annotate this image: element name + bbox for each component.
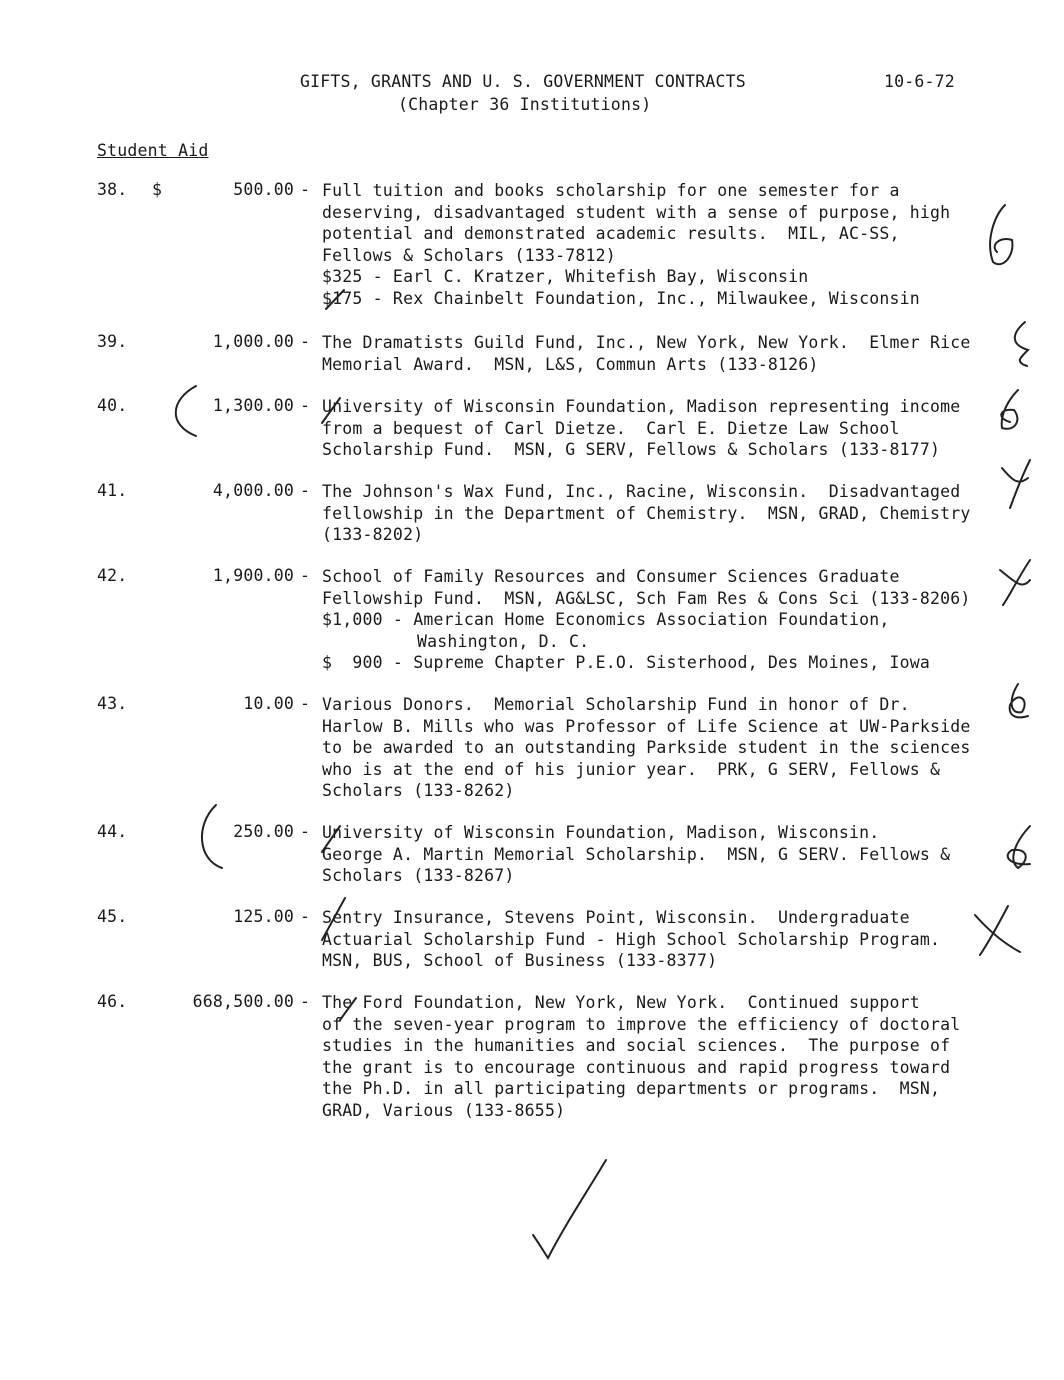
entry-dash: -: [300, 992, 311, 1011]
description-line: $175 - Rex Chainbelt Foundation, Inc., Milwaukee, Wisconsin: [322, 288, 920, 308]
entry-amount: 1,000.00: [212, 332, 294, 351]
entry-amount: 668,500.00: [192, 992, 294, 1011]
description-line: the grant is to encourage continuous and rapid progress toward: [322, 1057, 951, 1077]
page-date: 10-6-72: [884, 72, 955, 91]
entry-dash: -: [300, 566, 311, 585]
entry-dash: -: [300, 822, 311, 841]
description-line: $1,000 - American Home Economics Association Foundation,: [322, 610, 890, 630]
description-line: University of Wisconsin Foundation, Madison, Wisconsin.: [322, 823, 880, 842]
entry-number: 43.: [97, 694, 128, 713]
description-line: University of Wisconsin Foundation, Madison representing income: [322, 397, 961, 416]
description-line: School of Family Resources and Consumer Sciences Graduate: [322, 567, 900, 586]
entry-number: 46.: [97, 992, 128, 1011]
description-line: The Ford Foundation, New York, New York. Continued support: [322, 993, 920, 1012]
handwritten-mark-icon: [1001, 390, 1018, 429]
entry-number: 40.: [97, 396, 128, 415]
entry-number: 44.: [97, 822, 128, 841]
entry-number: 38.: [97, 180, 128, 199]
description-line: (133-8202): [322, 525, 424, 545]
handwritten-mark-icon: [975, 906, 1020, 955]
handwritten-mark-icon: [326, 290, 344, 309]
description-line: who is at the end of his junior year. PRK, G SERV, Fellows &: [322, 759, 941, 779]
entry-amount: 250.00: [233, 822, 294, 841]
checkmark-icon: [533, 1160, 606, 1258]
description-line: Actuarial Scholarship Fund - High School Scholarship Program.: [322, 929, 941, 949]
handwritten-mark-icon: [1015, 322, 1028, 366]
description-line: Washington, D. C.: [417, 631, 590, 651]
description-line: $325 - Earl C. Kratzer, Whitefish Bay, Wisconsin: [322, 267, 809, 287]
description-line: $ 900 - Supreme Chapter P.E.O. Sisterhood, Des Moines, Iowa: [322, 653, 931, 673]
description-line: potential and demonstrated academic results. MIL, AC-SS,: [322, 224, 900, 244]
description-line: George A. Martin Memorial Scholarship. MSN, G SERV. Fellows &: [322, 844, 951, 864]
description-line: the Ph.D. in all participating departments or programs. MSN,: [322, 1079, 941, 1099]
description-line: deserving, disadvantaged student with a sense of purpose, high: [322, 202, 951, 222]
entry-amount: 10.00: [243, 694, 294, 713]
description-line: fellowship in the Department of Chemistry. MSN, GRAD, Chemistry: [322, 503, 971, 523]
entry-dash: -: [300, 180, 311, 199]
description-line: Harlow B. Mills who was Professor of Life Science at UW-Parkside: [322, 716, 971, 736]
entry-dash: -: [300, 694, 311, 713]
description-line: Scholars (133-8262): [322, 781, 515, 801]
description-line: The Dramatists Guild Fund, Inc., New York, New York. Elmer Rice: [322, 333, 971, 352]
description-line: GRAD, Various (133-8655): [322, 1100, 566, 1120]
entry-number: 45.: [97, 907, 128, 926]
entry-amount: 1,300.00: [212, 396, 294, 415]
entry-dash: -: [300, 396, 311, 415]
entry-amount: 125.00: [233, 907, 294, 926]
description-line: Memorial Award. MSN, L&S, Commun Arts (133-8126): [322, 354, 819, 374]
entry-dash: -: [300, 332, 311, 351]
handwritten-mark-icon: [322, 398, 340, 423]
bracket-mark-icon: [176, 386, 196, 436]
handwritten-mark-icon: [322, 898, 345, 940]
page-subtitle: (Chapter 36 Institutions): [398, 95, 652, 114]
handwritten-mark-icon: [340, 998, 356, 1020]
entry-amount: 1,900.00: [212, 566, 294, 585]
handwritten-mark-icon: [1010, 684, 1028, 717]
entry-amount: 4,000.00: [212, 481, 294, 500]
description-line: Sentry Insurance, Stevens Point, Wisconsin. Undergraduate: [322, 908, 910, 927]
description-line: Scholarship Fund. MSN, G SERV, Fellows & Scholars (133-8177): [322, 440, 941, 460]
page-title: GIFTS, GRANTS AND U. S. GOVERNMENT CONTRACTS: [300, 72, 746, 91]
handwritten-mark-icon: [1008, 826, 1030, 868]
description-line: The Johnson's Wax Fund, Inc., Racine, Wisconsin. Disadvantaged: [322, 482, 961, 501]
description-line: of the seven-year program to improve the efficiency of doctoral: [322, 1014, 961, 1034]
entry-dash: -: [300, 907, 311, 926]
description-line: Fellows & Scholars (133-7812): [322, 245, 616, 265]
handwritten-mark-icon: [990, 205, 1012, 264]
description-line: studies in the humanities and social sciences. The purpose of: [322, 1036, 951, 1056]
entry-amount: 500.00: [233, 180, 294, 199]
entry-number: 41.: [97, 481, 128, 500]
handwritten-mark-icon: [1000, 560, 1030, 605]
description-line: Fellowship Fund. MSN, AG&LSC, Sch Fam Res & Cons Sci (133-8206): [322, 588, 971, 608]
entry-number: 42.: [97, 566, 128, 585]
description-line: Various Donors. Memorial Scholarship Fund in honor of Dr.: [322, 695, 910, 714]
bracket-mark-icon: [202, 805, 222, 868]
handwritten-mark-icon: [322, 826, 340, 852]
description-line: to be awarded to an outstanding Parkside student in the sciences: [322, 738, 971, 758]
description-line: Scholars (133-8267): [322, 866, 515, 886]
description-line: MSN, BUS, School of Business (133-8377): [322, 951, 718, 971]
entry-number: 39.: [97, 332, 128, 351]
description-line: from a bequest of Carl Dietze. Carl E. Dietze Law School: [322, 418, 900, 438]
description-line: Full tuition and books scholarship for one semester for a: [322, 181, 900, 200]
section-heading: Student Aid: [97, 141, 209, 160]
dollar-sign: $: [152, 180, 163, 199]
entry-dash: -: [300, 481, 311, 500]
handwritten-mark-icon: [1002, 460, 1030, 508]
